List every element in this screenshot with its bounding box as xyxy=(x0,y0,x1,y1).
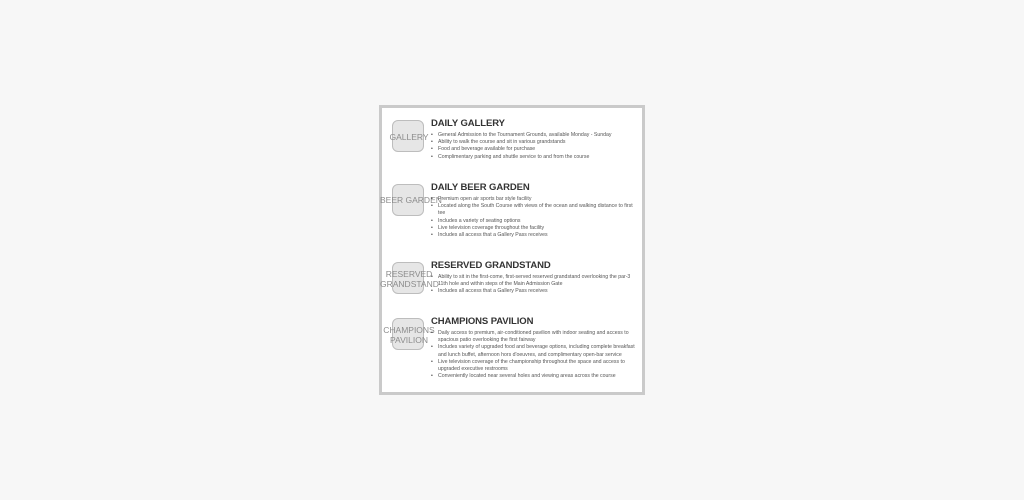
list-item: • Live television coverage throughout the facility xyxy=(431,225,637,232)
list-item: • Premium open air sports bar style facility xyxy=(431,196,637,203)
bullet-list xyxy=(431,132,637,161)
bullet-list xyxy=(431,330,637,380)
badge-line: RESERVED xyxy=(385,269,433,279)
ticket-options-sheet xyxy=(379,105,645,395)
list-item: • Located along the South Course with views of the ocean and walking distance to first tee xyxy=(431,203,637,217)
champions-pavilion-badge-label xyxy=(380,325,438,345)
reserved-grandstand-badge-label xyxy=(380,269,438,289)
list-item: • Daily access to premium, air-conditioned pavilion with indoor seating and access to spacious patio overlooking the first fairway xyxy=(431,330,637,344)
bullet-list xyxy=(431,196,637,239)
list-item: • Includes variety of upgraded food and beverage options, including complete breakfast and lunch buffet, afternoon hors d'oeuvres, and complimentary open-bar service xyxy=(431,344,637,358)
beer-garden-badge-label: BEER GARDEN xyxy=(380,195,442,205)
badge-line: CHAMPIONS xyxy=(383,325,435,335)
section-title: DAILY GALLERY xyxy=(431,118,505,129)
list-item: • Includes all access that a Gallery Pass receives xyxy=(431,232,637,239)
list-item: • Includes a variety of seating options xyxy=(431,218,637,225)
gallery-badge-label: GALLERY xyxy=(389,132,429,142)
list-item: • Conveniently located near several holes and viewing areas across the course xyxy=(431,373,637,380)
badge-line: PAVILION xyxy=(390,335,428,345)
list-item: • Food and beverage available for purchase xyxy=(431,146,637,153)
list-item: • General Admission to the Tournament Grounds, available Monday - Sunday xyxy=(431,132,637,139)
badge-line: GRANDSTAND xyxy=(380,279,439,289)
list-item: • Ability to walk the course and sit in various grandstands xyxy=(431,139,637,146)
list-item: • Ability to sit in the first-come, first-served reserved grandstand overlooking the par-3 11th hole and within steps of the Main Admission Gate xyxy=(431,274,637,288)
section-title: CHAMPIONS PAVILION xyxy=(431,316,534,327)
section-title: DAILY BEER GARDEN xyxy=(431,182,530,193)
list-item: • Includes all access that a Gallery Pass receives xyxy=(431,288,637,295)
bullet-list xyxy=(431,274,637,296)
section-title: RESERVED GRANDSTAND xyxy=(431,260,551,271)
list-item: • Complimentary parking and shuttle service to and from the course xyxy=(431,154,637,161)
list-item: • Live television coverage of the championship throughout the space and access to upgraded executive restrooms xyxy=(431,359,637,373)
